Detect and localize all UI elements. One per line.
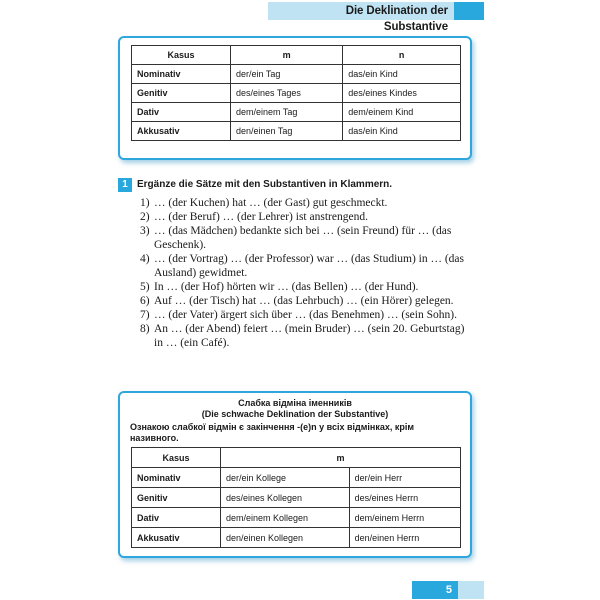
- rule-note: Ознакою слабкої відмін є закінчення -(е)n у всіх відмінках, крім називного.: [130, 422, 414, 443]
- item-text: In … (der Hof) hörten wir … (das Bellen) … (der Hund).: [154, 281, 419, 293]
- header-tab: [454, 2, 484, 20]
- case-label: Dativ: [132, 103, 231, 122]
- box-title-line: (Die schwache Deklination der Substantive): [201, 409, 389, 419]
- declension-box: [118, 36, 472, 160]
- item-text: … (der Beruf) … (der Lehrer) ist anstrengend.: [154, 211, 368, 223]
- case-label: Genitiv: [132, 84, 231, 103]
- table-cell: dem/einem Herrn: [349, 508, 460, 528]
- weak-declension-box: [118, 391, 472, 558]
- table-row: [132, 65, 461, 84]
- item-number: 4): [140, 253, 150, 265]
- item-text: … (der Vortrag) … (der Professor) war … (das Studium) in … (das Ausland) gewidmet.: [154, 253, 465, 279]
- table-cell: der/ein Tag: [231, 65, 343, 84]
- case-label: Genitiv: [132, 488, 221, 508]
- weak-declension-table: [131, 447, 461, 548]
- table-cell: den/einen Herrn: [349, 528, 460, 548]
- table-row: [132, 468, 461, 488]
- table-cell: des/eines Kollegen: [221, 488, 350, 508]
- header-kasus: Kasus: [132, 46, 231, 65]
- table-cell: der/ein Kollege: [221, 468, 350, 488]
- table-cell: den/einen Tag: [231, 122, 343, 141]
- item-number: 8): [140, 323, 150, 335]
- item-number: 3): [140, 225, 150, 237]
- header-n: n: [343, 46, 461, 65]
- item-text: … (der Kuchen) hat … (der Gast) gut geschmeckt.: [154, 197, 388, 209]
- page-title: Die Deklination der Substantive: [345, 5, 448, 33]
- table-cell: dem/einem Kollegen: [221, 508, 350, 528]
- item-text: Auf … (der Tisch) hat … (das Lehrbuch) … (ein Hörer) gelegen.: [154, 295, 454, 307]
- header-m: m: [231, 46, 343, 65]
- item-number: 7): [140, 309, 150, 321]
- list-item: [140, 280, 470, 294]
- table-cell: den/einen Kollegen: [221, 528, 350, 548]
- table-row: [132, 508, 461, 528]
- case-label: Nominativ: [132, 468, 221, 488]
- case-label: Dativ: [132, 508, 221, 528]
- exercise-list: [140, 196, 470, 350]
- header-kasus: Kasus: [132, 448, 221, 468]
- table-cell: des/eines Kindes: [343, 84, 461, 103]
- table-header-row: [132, 46, 461, 65]
- list-item: [140, 308, 470, 322]
- table-row: [132, 528, 461, 548]
- list-item: [140, 252, 470, 280]
- case-label: Akkusativ: [132, 122, 231, 141]
- table-cell: des/eines Herrn: [349, 488, 460, 508]
- list-item: [140, 294, 470, 308]
- exercise-title: Ergänze die Sätze mit den Substantiven in Klammern.: [137, 179, 393, 190]
- exercise-number-badge: 1: [118, 178, 132, 192]
- declension-table: [131, 45, 461, 141]
- header-m: m: [221, 448, 461, 468]
- case-label: Nominativ: [132, 65, 231, 84]
- item-number: 2): [140, 211, 150, 223]
- page-number: 5: [412, 581, 458, 599]
- list-item: [140, 196, 470, 210]
- box-title-line: Слабка відміна іменників: [238, 398, 352, 408]
- table-cell: der/ein Herr: [349, 468, 460, 488]
- table-row: [132, 122, 461, 141]
- table-header-row: [132, 448, 461, 468]
- table-cell: das/ein Kind: [343, 65, 461, 84]
- table-cell: dem/einem Tag: [231, 103, 343, 122]
- item-text: An … (der Abend) feiert … (mein Bruder) … (sein 20. Geburtstag) in … (ein Café).: [154, 323, 465, 349]
- table-row: [132, 488, 461, 508]
- table-row: [132, 84, 461, 103]
- list-item: [140, 322, 470, 350]
- item-number: 6): [140, 295, 150, 307]
- table-cell: des/eines Tages: [231, 84, 343, 103]
- table-cell: das/ein Kind: [343, 122, 461, 141]
- table-cell: dem/einem Kind: [343, 103, 461, 122]
- table-row: [132, 103, 461, 122]
- list-item: [140, 210, 470, 224]
- case-label: Akkusativ: [132, 528, 221, 548]
- box-title: [120, 398, 470, 420]
- list-item: [140, 224, 470, 252]
- item-text: … (das Mädchen) bedankte sich bei … (sein Freund) für … (das Geschenk).: [154, 225, 452, 251]
- item-number: 1): [140, 197, 150, 209]
- item-text: … (der Vater) ärgert sich über … (das Benehmen) … (sein Sohn).: [154, 309, 457, 321]
- item-number: 5): [140, 281, 150, 293]
